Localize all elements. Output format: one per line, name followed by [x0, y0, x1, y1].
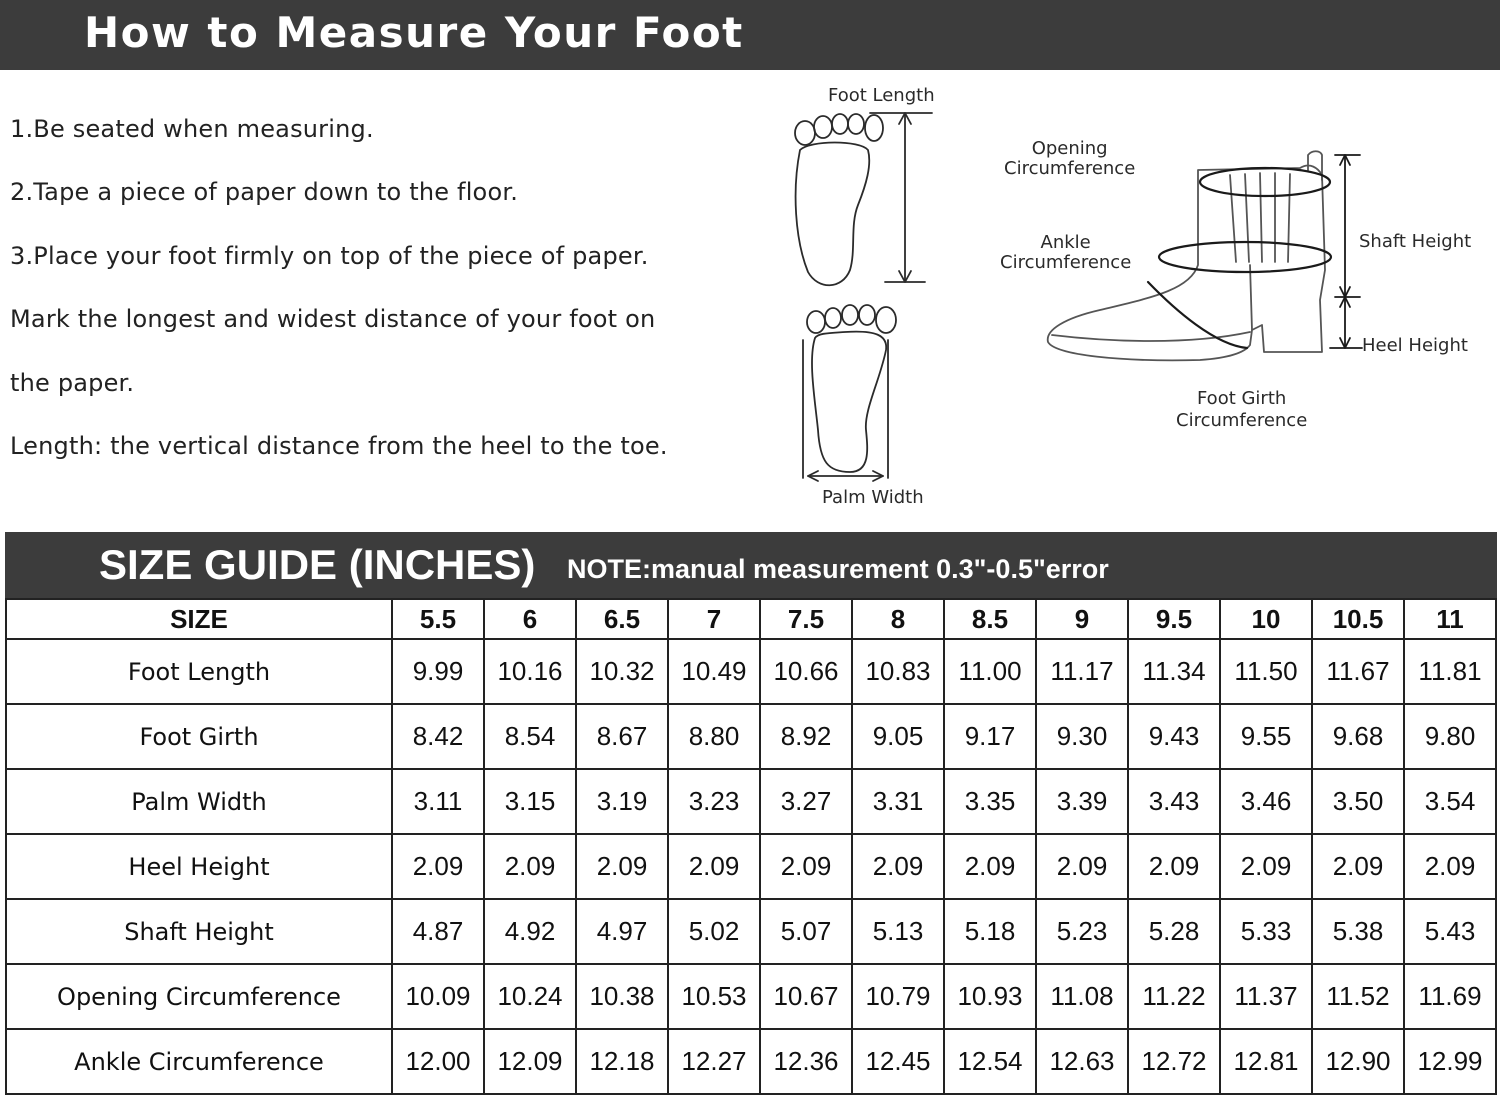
table-header-row	[6, 599, 1496, 639]
table-cell: 3.50	[1312, 769, 1404, 834]
table-cell: 12.18	[576, 1029, 668, 1094]
page-title: How to Measure Your Foot	[84, 8, 744, 57]
table-cell: 10.24	[484, 964, 576, 1029]
row-label: Opening Circumference	[6, 964, 392, 1029]
table-cell: 10.67	[760, 964, 852, 1029]
table-cell: 11.37	[1220, 964, 1312, 1029]
table-cell: 5.13	[852, 899, 944, 964]
measurement-diagram	[0, 0, 1500, 530]
table-cell: 2.09	[392, 834, 484, 899]
table-row	[6, 769, 1496, 834]
table-cell: 10.93	[944, 964, 1036, 1029]
table-cell: 4.92	[484, 899, 576, 964]
table-cell: 3.43	[1128, 769, 1220, 834]
table-cell: 11.17	[1036, 639, 1128, 704]
table-cell: 8.92	[760, 704, 852, 769]
table-cell: 9.17	[944, 704, 1036, 769]
table-cell: 5.28	[1128, 899, 1220, 964]
table-cell: 10.49	[668, 639, 760, 704]
table-cell: 12.72	[1128, 1029, 1220, 1094]
table-cell: 5.07	[760, 899, 852, 964]
table-cell: 10.83	[852, 639, 944, 704]
shaft-height-arrow	[1330, 155, 1362, 348]
table-cell: 8.54	[484, 704, 576, 769]
row-label: Shaft Height	[6, 899, 392, 964]
table-cell: 3.31	[852, 769, 944, 834]
table-row	[6, 964, 1496, 1029]
table-cell: 2.09	[760, 834, 852, 899]
table-cell: 11.00	[944, 639, 1036, 704]
table-cell: 11.52	[1312, 964, 1404, 1029]
table-cell: 10.09	[392, 964, 484, 1029]
table-cell: 10.53	[668, 964, 760, 1029]
size-guide-header	[5, 532, 1497, 598]
table-cell: 2.09	[852, 834, 944, 899]
column-header: 7.5	[760, 599, 852, 639]
table-cell: 3.46	[1220, 769, 1312, 834]
table-cell: 5.33	[1220, 899, 1312, 964]
table-cell: 8.42	[392, 704, 484, 769]
row-label: Palm Width	[6, 769, 392, 834]
instruction-step-4: Mark the longest and widest distance of your foot on	[10, 305, 656, 334]
table-cell: 3.23	[668, 769, 760, 834]
table-cell: 12.99	[1404, 1029, 1496, 1094]
table-row	[6, 639, 1496, 704]
row-label: Ankle Circumference	[6, 1029, 392, 1094]
table-cell: 3.35	[944, 769, 1036, 834]
table-cell: 12.90	[1312, 1029, 1404, 1094]
table-cell: 2.09	[668, 834, 760, 899]
table-cell: 3.15	[484, 769, 576, 834]
instruction-step-5: the paper.	[10, 368, 135, 397]
table-cell: 11.08	[1036, 964, 1128, 1029]
footprint-length-icon	[795, 113, 932, 285]
table-row	[6, 704, 1496, 769]
table-cell: 10.38	[576, 964, 668, 1029]
table-cell: 11.50	[1220, 639, 1312, 704]
column-header: 6.5	[576, 599, 668, 639]
column-header: 5.5	[392, 599, 484, 639]
table-row	[6, 1029, 1496, 1094]
table-cell: 10.79	[852, 964, 944, 1029]
girth-marker	[1148, 282, 1247, 348]
column-header: 10.5	[1312, 599, 1404, 639]
table-cell: 11.34	[1128, 639, 1220, 704]
table-cell: 2.09	[1404, 834, 1496, 899]
opening-circumference-marker	[1200, 168, 1330, 196]
table-cell: 5.18	[944, 899, 1036, 964]
table-cell: 10.32	[576, 639, 668, 704]
table-cell: 4.87	[392, 899, 484, 964]
table-cell: 11.69	[1404, 964, 1496, 1029]
column-header: 6	[484, 599, 576, 639]
table-cell: 2.09	[1220, 834, 1312, 899]
table-cell: 9.55	[1220, 704, 1312, 769]
palm-width-label: Palm Width	[822, 487, 924, 508]
table-cell: 9.05	[852, 704, 944, 769]
table-cell: 10.66	[760, 639, 852, 704]
instruction-step-1: 1.Be seated when measuring.	[10, 115, 374, 143]
column-header: SIZE	[6, 599, 392, 639]
size-guide-note: NOTE:manual measurement 0.3"-0.5"error	[567, 554, 1109, 584]
table-cell: 2.09	[576, 834, 668, 899]
table-cell: 2.09	[484, 834, 576, 899]
table-cell: 3.11	[392, 769, 484, 834]
table-cell: 8.67	[576, 704, 668, 769]
column-header: 11	[1404, 599, 1496, 639]
size-table	[5, 598, 1497, 1095]
table-cell: 2.09	[1128, 834, 1220, 899]
table-cell: 5.02	[668, 899, 760, 964]
column-header: 7	[668, 599, 760, 639]
table-cell: 8.80	[668, 704, 760, 769]
table-cell: 3.27	[760, 769, 852, 834]
table-cell: 5.43	[1404, 899, 1496, 964]
column-header: 9.5	[1128, 599, 1220, 639]
row-label: Foot Length	[6, 639, 392, 704]
table-cell: 11.81	[1404, 639, 1496, 704]
table-cell: 12.45	[852, 1029, 944, 1094]
row-label: Foot Girth	[6, 704, 392, 769]
column-header: 8.5	[944, 599, 1036, 639]
table-cell: 9.43	[1128, 704, 1220, 769]
table-cell: 4.97	[576, 899, 668, 964]
table-row	[6, 834, 1496, 899]
table-row	[6, 899, 1496, 964]
foot-girth-circumference-label: Foot Girth Circumference	[1176, 388, 1308, 431]
table-cell: 5.23	[1036, 899, 1128, 964]
table-cell: 5.38	[1312, 899, 1404, 964]
table-cell: 2.09	[944, 834, 1036, 899]
table-cell: 12.54	[944, 1029, 1036, 1094]
shaft-height-label: Shaft Height	[1359, 231, 1472, 252]
table-cell: 12.81	[1220, 1029, 1312, 1094]
table-cell: 9.99	[392, 639, 484, 704]
size-guide	[5, 532, 1497, 1098]
ankle-circumference-label: Ankle Circumference	[1000, 232, 1132, 273]
instruction-step-2: 2.Tape a piece of paper down to the floor.	[10, 178, 519, 207]
table-cell: 2.09	[1036, 834, 1128, 899]
table-cell: 10.16	[484, 639, 576, 704]
foot-length-label: Foot Length	[828, 85, 935, 106]
size-guide-title: SIZE GUIDE (INCHES)	[99, 541, 536, 588]
table-cell: 9.80	[1404, 704, 1496, 769]
column-header: 10	[1220, 599, 1312, 639]
footprint-width-icon	[803, 305, 896, 481]
table-cell: 9.30	[1036, 704, 1128, 769]
table-cell: 3.54	[1404, 769, 1496, 834]
table-cell: 2.09	[1312, 834, 1404, 899]
table-cell: 11.67	[1312, 639, 1404, 704]
table-cell: 12.63	[1036, 1029, 1128, 1094]
table-cell: 12.00	[392, 1029, 484, 1094]
table-cell: 12.36	[760, 1029, 852, 1094]
table-cell: 12.27	[668, 1029, 760, 1094]
row-label: Heel Height	[6, 834, 392, 899]
ankle-circumference-marker	[1159, 242, 1331, 272]
table-cell: 3.39	[1036, 769, 1128, 834]
instruction-step-6: Length: the vertical distance from the heel to the toe.	[10, 431, 668, 460]
table-cell: 11.22	[1128, 964, 1220, 1029]
column-header: 9	[1036, 599, 1128, 639]
heel-height-label: Heel Height	[1362, 335, 1468, 356]
opening-circumference-label: Opening Circumference	[1004, 138, 1136, 179]
instruction-step-3: 3.Place your foot firmly on top of the piece of paper.	[10, 241, 649, 270]
table-cell: 3.19	[576, 769, 668, 834]
table-cell: 9.68	[1312, 704, 1404, 769]
column-header: 8	[852, 599, 944, 639]
table-cell: 12.09	[484, 1029, 576, 1094]
